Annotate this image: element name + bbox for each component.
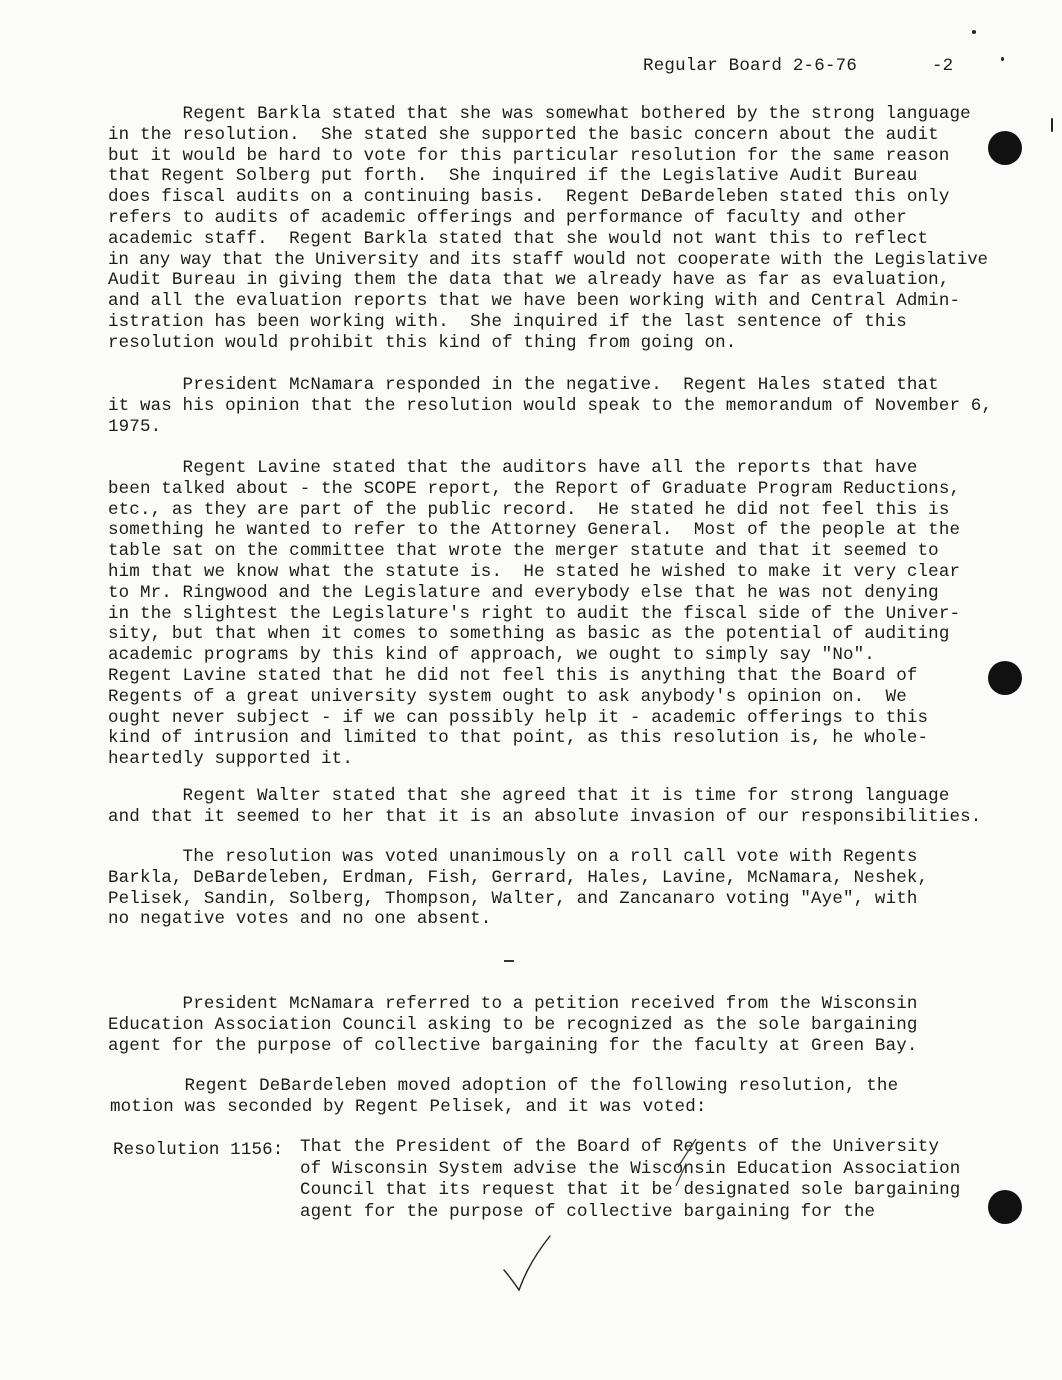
header-title: Regular Board 2-6-76 xyxy=(643,56,858,76)
text-line: President McNamara referred to a petition received from the Wisconsin xyxy=(108,994,918,1014)
text-line: Regent DeBardeleben moved adoption of the following resolution, the xyxy=(110,1076,899,1096)
text-line: motion was seconded by Regent Pelisek, and it was voted: xyxy=(110,1096,707,1117)
text-line: etc., as they are part of the public record. He stated he did not feel this is xyxy=(108,499,950,520)
text-line: of Wisconsin System advise the Wisconsin Education Association xyxy=(300,1158,961,1179)
resolution-label: Resolution 1156: xyxy=(113,1140,284,1160)
text-line: and that it seemed to her that it is an absolute invasion of our responsibilities. xyxy=(108,806,982,827)
paragraph-petition xyxy=(108,994,988,1056)
paragraph-walter xyxy=(108,786,988,828)
text-line: to Mr. Ringwood and the Legislature and everybody else that he was not denying xyxy=(108,582,939,603)
text-line: The resolution was voted unanimously on a roll call vote with Regents xyxy=(108,847,918,867)
text-line: heartedly supported it. xyxy=(108,749,353,770)
paragraph-vote xyxy=(108,847,988,930)
text-line: no negative votes and no one absent. xyxy=(108,909,492,930)
paragraph-barkla xyxy=(108,104,988,354)
text-line: Regent Lavine stated that the auditors have all the reports that have xyxy=(108,458,918,478)
text-line: agent for the purpose of collective bargaining for the xyxy=(300,1201,876,1222)
text-line: Regent Lavine stated that he did not feel this is anything that the Board of xyxy=(108,665,918,686)
text-line: in the slightest the Legislature's right to audit the fiscal side of the Univer- xyxy=(108,603,961,624)
scan-speck xyxy=(1001,57,1004,61)
text-line: President McNamara responded in the negative. Regent Hales stated that xyxy=(108,375,939,395)
text-line: 1975. xyxy=(108,416,162,437)
text-line: Pelisek, Sandin, Solberg, Thompson, Walter, and Zancanaro voting "Aye", with xyxy=(108,888,918,909)
text-line: that Regent Solberg put forth. She inquired if the Legislative Audit Bureau xyxy=(108,166,918,187)
text-line: That the President of the Board of Regents of the University xyxy=(300,1137,940,1157)
text-line: ought never subject - if we can possibly help it - academic offerings to this xyxy=(108,707,929,728)
punch-hole-bottom xyxy=(988,1190,1022,1224)
text-line: been talked about - the SCOPE report, the Report of Graduate Program Reductions, xyxy=(108,478,961,499)
text-line: Education Association Council asking to be recognized as the sole bargaining xyxy=(108,1014,918,1035)
text-line: Council that its request that it be designated sole bargaining xyxy=(300,1180,961,1200)
page-header xyxy=(643,56,953,76)
text-line: but it would be hard to vote for this particular resolution for the same reason xyxy=(108,145,950,166)
text-line: him that we know what the statute is. He stated he wished to make it very clear xyxy=(108,561,961,582)
paragraph-lavine xyxy=(108,458,988,770)
text-line: Regent Barkla stated that she was somewhat bothered by the strong language xyxy=(108,104,971,124)
text-line: in the resolution. She stated she supported the basic concern about the audit xyxy=(108,124,939,145)
text-line: Regent Walter stated that she agreed that it is time for strong language xyxy=(108,786,950,806)
text-line: in any way that the University and its staff would not cooperate with the Legislative xyxy=(108,249,988,270)
section-divider-dash xyxy=(504,960,514,962)
punch-hole-middle xyxy=(988,661,1022,695)
text-line: Regents of a great university system ought to ask anybody's opinion on. We xyxy=(108,686,907,707)
text-line: table sat on the committee that wrote the merger statute and that it seemed to xyxy=(108,541,939,562)
text-line: resolution would prohibit this kind of thing from going on. xyxy=(108,332,737,353)
text-line: and all the evaluation reports that we have been working with and Central Admin- xyxy=(108,291,961,312)
text-line: kind of intrusion and limited to that point, as this resolution is, he whole- xyxy=(108,728,929,749)
text-line: istration has been working with. She inquired if the last sentence of this xyxy=(108,311,907,332)
resolution-text xyxy=(300,1137,980,1223)
scan-speck xyxy=(972,30,976,34)
paragraph-motion xyxy=(110,1076,990,1118)
text-line: does fiscal audits on a continuing basis. Regent DeBardeleben stated this only xyxy=(108,187,950,208)
pen-stroke-mark xyxy=(668,1162,692,1188)
text-line: refers to audits of academic offerings and performance of faculty and other xyxy=(108,207,907,228)
text-line: sity, but that when it comes to something as basic as the potential of auditing xyxy=(108,624,950,645)
punch-hole-top xyxy=(988,131,1022,165)
handwritten-checkmark-icon xyxy=(500,1232,556,1294)
text-line: academic staff. Regent Barkla stated that she would not want this to reflect xyxy=(108,228,929,249)
text-line: agent for the purpose of collective bargaining for the faculty at Green Bay. xyxy=(108,1035,918,1056)
paragraph-mcnamara xyxy=(108,375,993,437)
text-line: Barkla, DeBardeleben, Erdman, Fish, Gerrard, Hales, Lavine, McNamara, Neshek, xyxy=(108,867,929,888)
text-line: something he wanted to refer to the Attorney General. Most of the people at the xyxy=(108,520,961,541)
scan-edge-mark xyxy=(1051,118,1053,132)
text-line: academic programs by this kind of approach, we ought to simply say "No". xyxy=(108,645,875,666)
text-line: it was his opinion that the resolution would speak to the memorandum of November 6, xyxy=(108,395,993,416)
text-line: Audit Bureau in giving them the data that we already have as far as evaluation, xyxy=(108,270,950,291)
page-number: -2 xyxy=(931,56,954,76)
